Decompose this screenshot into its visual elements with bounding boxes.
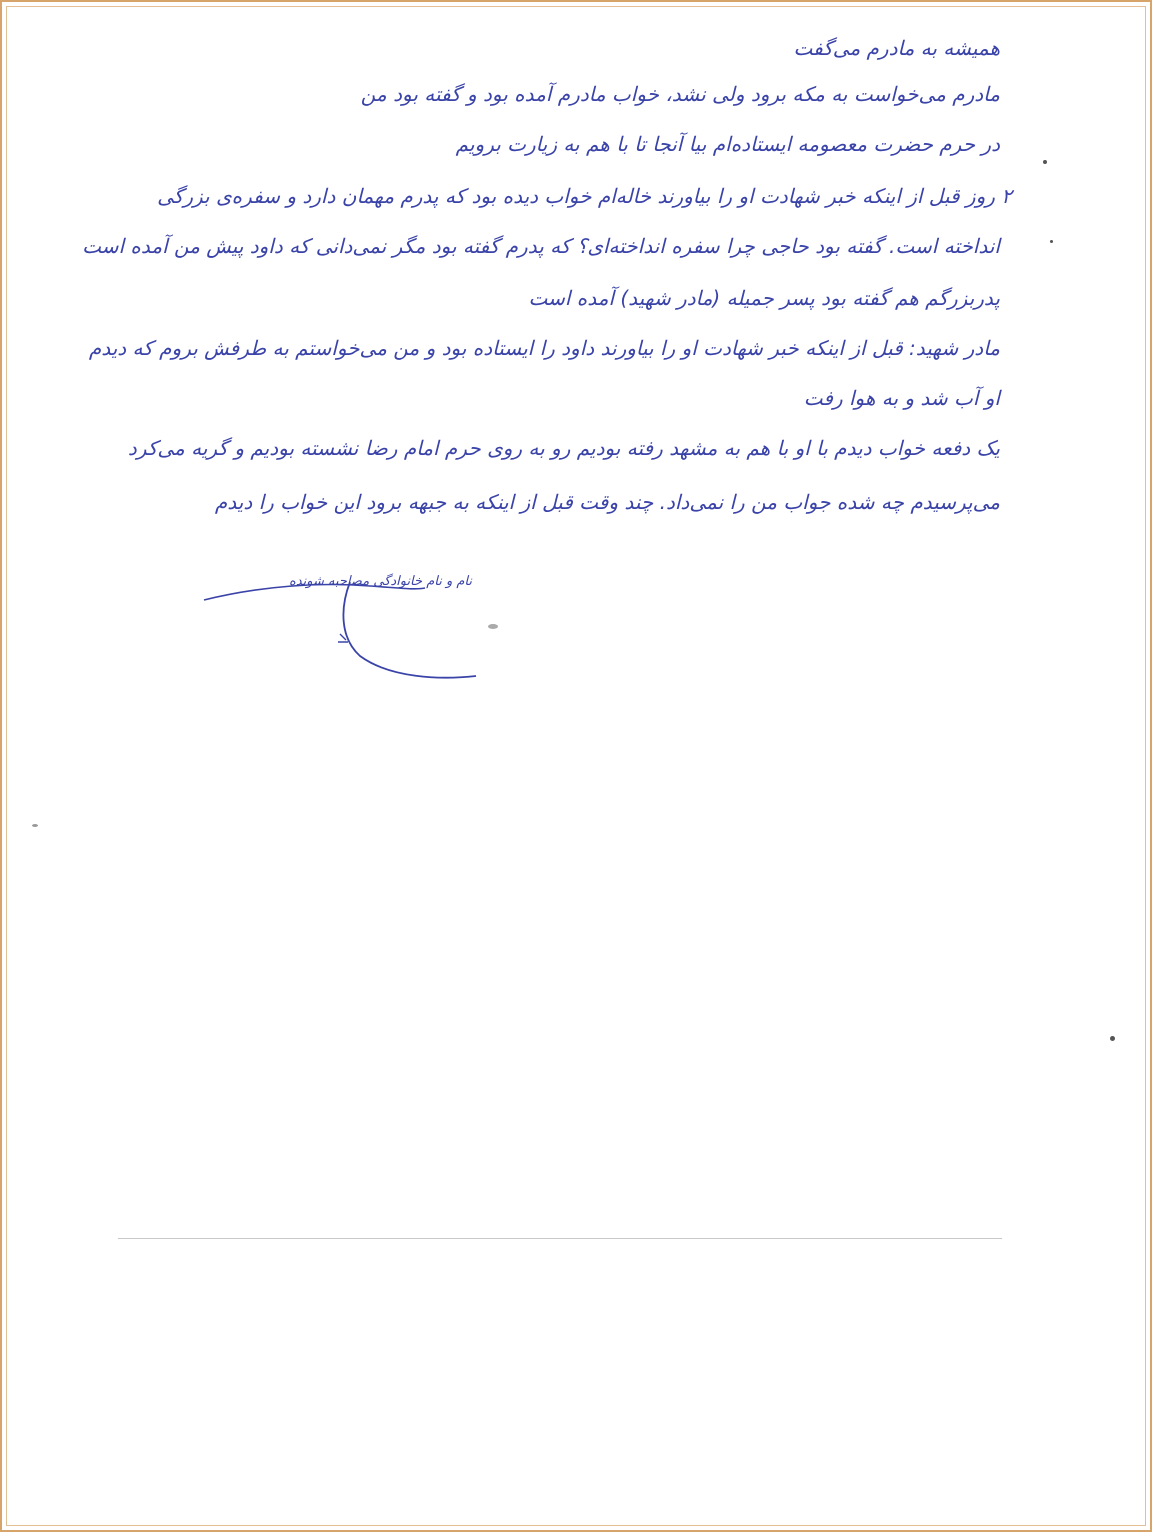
letter-line: او آب شد و به هوا رفت <box>803 386 1000 410</box>
letter-line: در حرم حضرت معصومه ایستاده‌ام بیا آنجا تا با هم به زیارت برویم <box>455 132 1000 156</box>
scan-speck <box>488 624 498 629</box>
handwritten-letter <box>82 24 1012 584</box>
scan-speck <box>1043 160 1047 164</box>
signature-block <box>200 568 490 688</box>
handwritten-signature <box>200 568 490 688</box>
letter-line: همیشه به مادرم می‌گفت <box>793 36 1000 60</box>
signature-caption: نام و نام خانوادگی مصاحبه شونده <box>289 574 472 589</box>
scan-speck <box>32 824 38 827</box>
scan-speck <box>1050 240 1053 243</box>
letter-line: مادر شهید: قبل از اینکه خبر شهادت او را بیاورند داود را ایستاده بود و من می‌خواستم به طرفش بروم که دیدم <box>88 336 1000 360</box>
letter-line: انداخته است. گفته بود حاجی چرا سفره انداخته‌ای؟ که پدرم گفته بود مگر نمی‌دانی که داود پیش من آمده است <box>82 234 1000 258</box>
scan-paper-edge <box>118 1238 1002 1245</box>
letter-line: مادرم می‌خواست به مکه برود ولی نشد، خواب مادرم آمده بود و گفته بود من <box>360 82 1000 106</box>
letter-line: می‌پرسیدم چه شده جواب من را نمی‌داد. چند وقت قبل از اینکه به جبهه برود این خواب را دیدم <box>214 490 1000 514</box>
letter-line: پدربزرگم هم گفته بود پسر جمیله (مادر شهید) آمده است <box>528 286 1000 310</box>
letter-line: یک دفعه خواب دیدم با او با هم به مشهد رفته بودیم رو به روی حرم امام رضا نشسته بودیم و گریه می‌کرد <box>127 436 1000 460</box>
scan-speck <box>1110 1036 1115 1041</box>
letter-line: ۲ روز قبل از اینکه خبر شهادت او را بیاورند خاله‌ام خواب دیده بود که پدرم مهمان دارد و سفره‌ی بزرگی <box>157 184 1012 208</box>
